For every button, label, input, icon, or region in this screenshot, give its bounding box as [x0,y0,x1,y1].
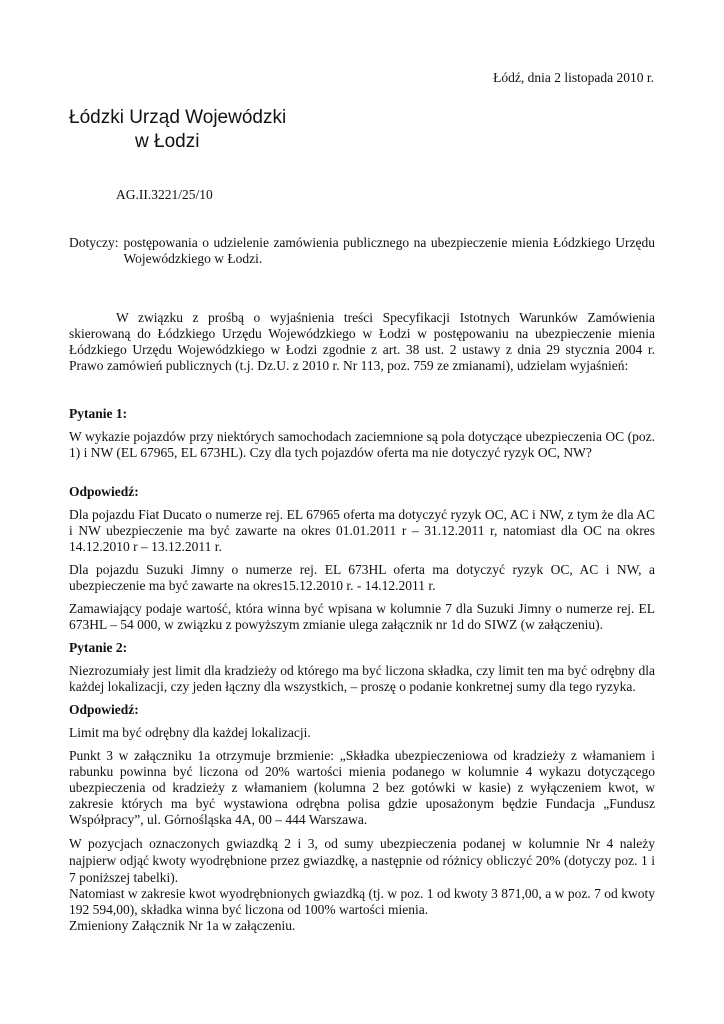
answer-1-heading: Odpowiedź: [69,484,139,499]
answer-2-paragraph: Punkt 3 w załączniku 1a otrzymuje brzmienie: „Składka ubezpieczeniowa od kradzieży z włamaniem i rabunku powinna być liczona od 20% wartości mienia podanego w kolumnie 4 wykazu dotyczącego ubezpieczenia od kradzieży z włamaniem (kolumna 2 bez gotówki w kasie) z wyłączeniem kwot, w zakresie których ma być wystawiona odrębna polisa gdzie uposażonym będzie Fundacja „Fundusz Współpracy”, ul. Górnośląska 4A, 00 – 444 Warszawa. [69,748,655,827]
answer-1-paragraph: Dla pojazdu Suzuki Jimny o numerze rej. EL 673HL oferta ma dotyczyć ryzyk OC, AC i NW, a ubezpieczenie ma być zawarte na okres15.12.2010 r. - 14.12.2011 r. [69,562,655,593]
answer-2-paragraph: Limit ma być odrębny dla każdej lokalizacji. [69,725,311,740]
answer-1-paragraph: Zamawiający podaje wartość, która winna być wpisana w kolumnie 7 dla Suzuki Jimny o numerze rej. EL 673HL – 54 000, w związku z powyższym zmianie ulega załącznik nr 1d do SIWZ (w załączeniu). [69,601,655,632]
subject-label: Dotyczy: [69,235,119,250]
answer-2-heading: Odpowiedź: [69,702,139,717]
reference-number: AG.II.3221/25/10 [116,187,213,202]
subject-text: postępowania o udzielenie zamówienia publicznego na ubezpieczenie mienia Łódzkiego Urzędu Wojewódzkiego w Łodzi. [123,235,655,266]
question-2-heading: Pytanie 2: [69,640,128,655]
answer-2-paragraph: W pozycjach oznaczonych gwiazdką 2 i 3, od sumy ubezpieczenia podanej w kolumnie Nr 4 należy najpierw odjąć kwoty wyodrębnione przez gwiazdkę, a następnie od różnicy obliczyć 20% (dotyczy poz. 1 i 7 poniższej tabelki). [69,836,655,885]
document-date: Łódź, dnia 2 listopada 2010 r. [493,70,654,85]
answer-1-paragraph: Dla pojazdu Fiat Ducato o numerze rej. EL 67965 oferta ma dotyczyć ryzyk OC, AC i NW, z tym że dla AC i NW ubezpieczenie ma być zawarte na okres 01.01.2011 r – 31.12.2011 r, natomiast dla OC na okres 14.12.2010 r – 13.12.2011 r. [69,507,655,554]
letter-body [69,235,655,934]
answer-2-paragraph: Natomiast w zakresie kwot wyodrębnionych gwiazdką (tj. w poz. 1 od kwoty 3 871,00, a w poz. 7 od kwoty 192 594,00), składka winna być liczona od 100% wartości mienia. [69,886,655,917]
organization-name [69,106,286,154]
subject-block [69,235,655,267]
question-1-text: W wykazie pojazdów przy niektórych samochodach zaciemnione są pola dotyczące ubezpieczenia OC (poz. 1) i NW (EL 67965, EL 673HL). Czy dla tych pojazdów oferta ma nie dotyczyć ryzyk OC, NW? [69,429,655,460]
answer-2-paragraph: Zmieniony Załącznik Nr 1a w załączeniu. [69,918,296,933]
organization-line-2: w Łodzi [135,131,200,152]
question-2-text: Niezrozumiały jest limit dla kradzieży od którego ma być liczona składka, czy limit ten ma być odrębny dla każdej lokalizacji, czy jeden łączny dla wszystkich, – proszę o podanie konkretnej sumy dla tego ryzyka. [69,663,655,694]
intro-paragraph: W związku z prośbą o wyjaśnienia treści Specyfikacji Istotnych Warunków Zamówienia skierowaną do Łódzkiego Urzędu Wojewódzkiego w Łodzi w postępowaniu na ubezpieczenie mienia Łódzkiego Urzędu Wojewódzkiego w Łodzi zgodnie z art. 38 ust. 2 ustawy z dnia 29 stycznia 2004 r. Prawo zamówień publicznych (t.j. Dz.U. z 2010 r. Nr 113, poz. 759 ze zmianami), udzielam wyjaśnień: [69,310,655,373]
question-1-heading: Pytanie 1: [69,406,128,421]
organization-line-1: Łódzki Urząd Wojewódzki [69,107,287,128]
